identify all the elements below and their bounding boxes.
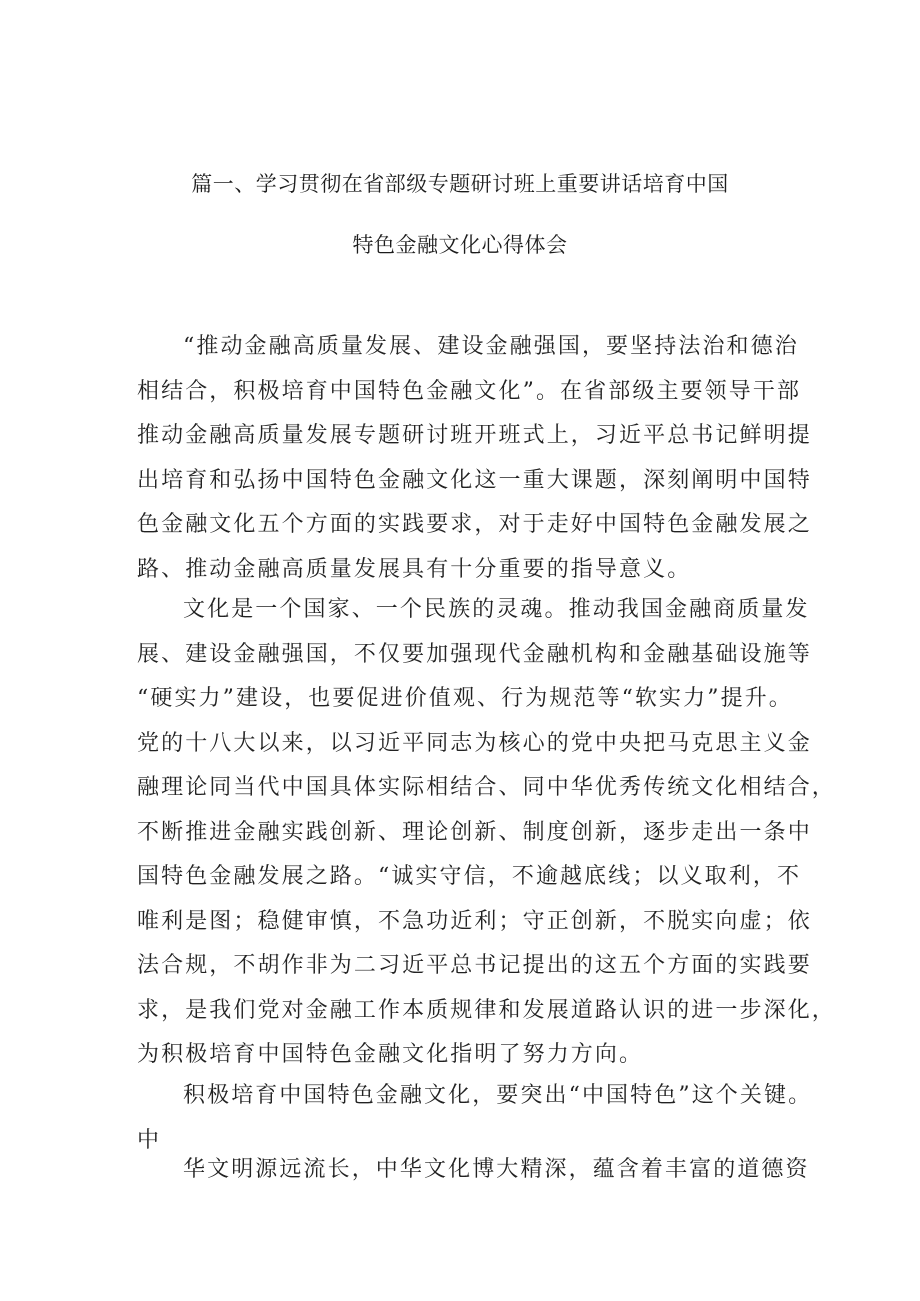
paragraph-line: 展、建设金融强国，不仅要加强现代金融机构和金融基础设施等	[137, 641, 812, 667]
paragraph-2	[137, 588, 836, 1078]
document-title-line-2: 特色金融文化心得体会	[352, 233, 568, 257]
paragraph-line: 国特色金融发展之路。“诚实守信，不逾越底线；以义取利，不	[137, 864, 802, 889]
paragraph-line: 不断推进金融实践创新、理论创新、制度创新，逐步走出一条中	[137, 819, 812, 845]
paragraph-line: 相结合，积极培育中国特色金融文化”。在省部级主要领导干部	[137, 378, 802, 404]
paragraph-line: 推动金融高质量发展专题研讨班开班式上，习近平总书记鲜明提	[137, 423, 812, 448]
paragraph-line: “硬实力”建设，也要促进价值观、行为规范等“软实力”提升。	[137, 686, 793, 711]
paragraph-line: 法合规，不胡作非为二习近平总书记提出的这五个方面的实践要	[137, 953, 812, 978]
document-title-line-1: 篇一、学习贯彻在省部级专题研讨班上重要讲话培育中国	[191, 172, 729, 196]
paragraph-line: 华文明源远流长，中华文化博大精深，蕴含着丰富的道德资	[183, 1157, 810, 1182]
paragraph-line: 党的十八大以来，以习近平同志为核心的党中央把马克思主义金	[137, 730, 812, 756]
paragraph-4	[137, 1148, 810, 1193]
paragraph-line: 出培育和弘扬中国特色金融文化这一重大课题，深刻阐明中国特	[137, 467, 812, 493]
paragraph-line: 路、推动金融高质量发展具有十分重要的指导意义。	[137, 556, 692, 582]
paragraph-line: 唯利是图；稳健审慎，不急功近利；守正创新，不脱实向虚；依	[137, 908, 812, 934]
paragraph-line: 求，是我们党对金融工作本质规律和发展道路认识的进一步深化，	[137, 997, 836, 1023]
paragraph-1	[137, 325, 812, 592]
paragraph-line: 融理论同当代中国具体实际相结合、同中华优秀传统文化相结合，	[137, 775, 836, 800]
paragraph-line: “推动金融高质量发展、建设金融强国，要坚持法治和德治	[183, 334, 799, 359]
paragraph-line: 为积极培育中国特色金融文化指明了努力方向。	[137, 1042, 644, 1067]
paragraph-line: 色金融文化五个方面的实践要求，对于走好中国特色金融发展之	[137, 512, 812, 537]
paragraph-line: 积极培育中国特色金融文化，要突出“中国特色”这个关键。	[183, 1083, 813, 1108]
paragraph-line: 文化是一个国家、一个民族的灵魂。推动我国金融商质量发	[183, 597, 810, 622]
paragraph-line: 中	[137, 1127, 162, 1153]
